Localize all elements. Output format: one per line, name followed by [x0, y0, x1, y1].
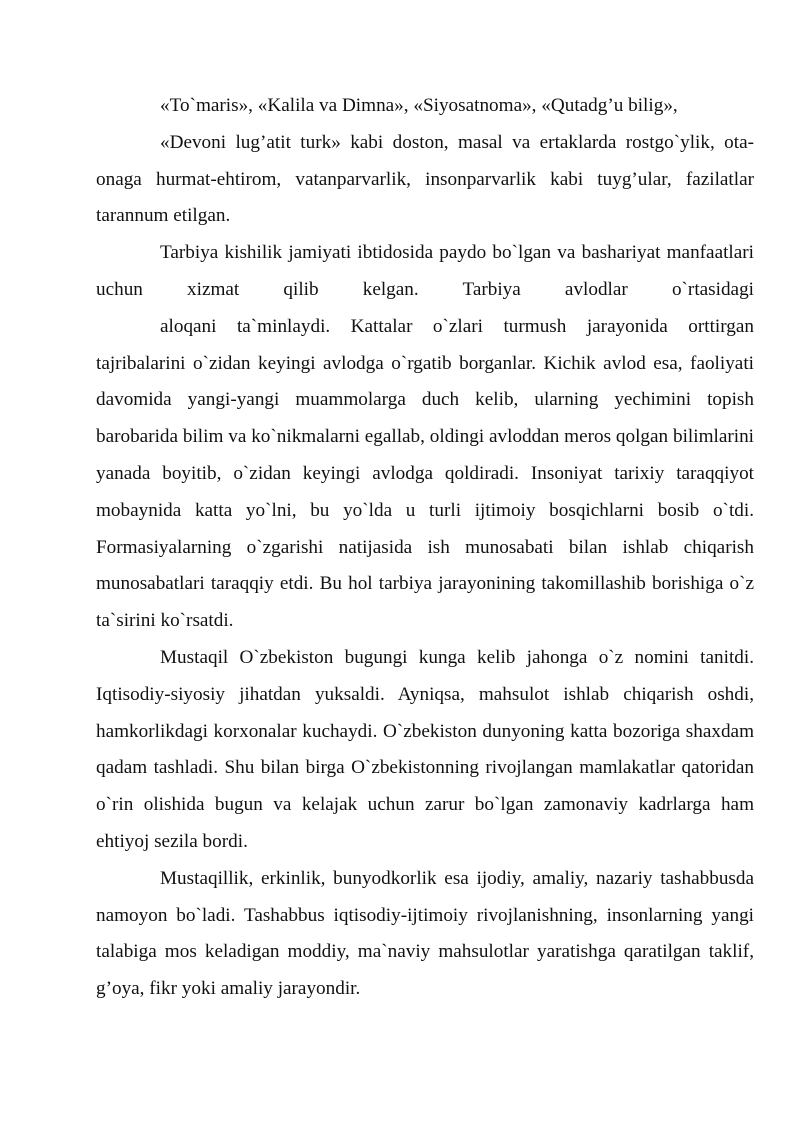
paragraph-independent-uzbekistan: Mustaqil O`zbekiston bugungi kunga kelib jahonga o`z nomini tanitdi. Iqtisodiy-siyosiy jihatdan yuksaldi. Ayniqsa, mahsulot ishlab chiqarish oshdi, hamkorlikdagi korxonalar kuchaydi. O`zbekiston dunyoning katta bozoriga shaxdam qadam tashladi. Shu bilan birga O`zbekistonning rivojlangan mamlakatlar qatoridan o`rin olishida bugun va kelajak uchun zarur bo`lgan zamonaviy kadrlarga ham ehtiyoj sezila bordi.	[96, 646, 754, 852]
paragraph-initiative: Mustaqillik, erkinlik, bunyodkorlik esa ijodiy, amaliy, nazariy tashabbusda namoyon bo`ladi. Tashabbus iqtisodiy-ijtimoiy rivojlanishning, insonlarning yangi talabiga mos keladigan moddiy, ma`naviy mahsulotlar yaratishga qaratilgan taklif, g’oya, fikr yoki amaliy jarayondir.	[96, 867, 754, 1000]
document-page	[96, 88, 754, 1008]
paragraph-book-titles: «To`maris», «Kalila va Dimna», «Siyosatnoma», «Qutadg’u bilig»,	[160, 95, 678, 116]
paragraph-devoni-lugatit-turk: «Devoni lug’atit turk» kabi doston, masal va ertaklarda rostgo`ylik, ota-onaga hurmat-ehtirom, vatanparvarlik, insonparvarlik kabi tuyg’ular, fazilatlar tarannum etilgan.	[96, 131, 754, 227]
paragraph-tarbiya-origin: Tarbiya kishilik jamiyati ibtidosida paydo bo`lgan va bashariyat manfaatlari uchun xizmat qilib kelgan. Tarbiya avlodlar o`rtasidagi	[96, 242, 754, 300]
paragraph-generations-connection: aloqani ta`minlaydi. Kattalar o`zlari turmush jarayonida orttirgan tajribalarini o`zidan keyingi avlodga o`rgatib borganlar. Kichik avlod esa, faoliyati davomida yangi-yangi muammolarga duch kelib, ularning yechimini topish barobarida bilim va ko`nikmalarni egallab, oldingi avloddan meros qolgan bilimlarini yanada boyitib, o`zidan keyingi avlodga qoldiradi. Insoniyat tarixiy taraqqiyot mobaynida katta yo`lni, bu yo`lda u turli ijtimoiy bosqichlarni bosib o`tdi. Formasiyalarning o`zgarishi natijasida ish munosabati bilan ishlab chiqarish munosabatlari taraqqiy etdi. Bu hol tarbiya jarayonining takomillashib borishiga o`z ta`sirini ko`rsatdi.	[96, 315, 754, 632]
